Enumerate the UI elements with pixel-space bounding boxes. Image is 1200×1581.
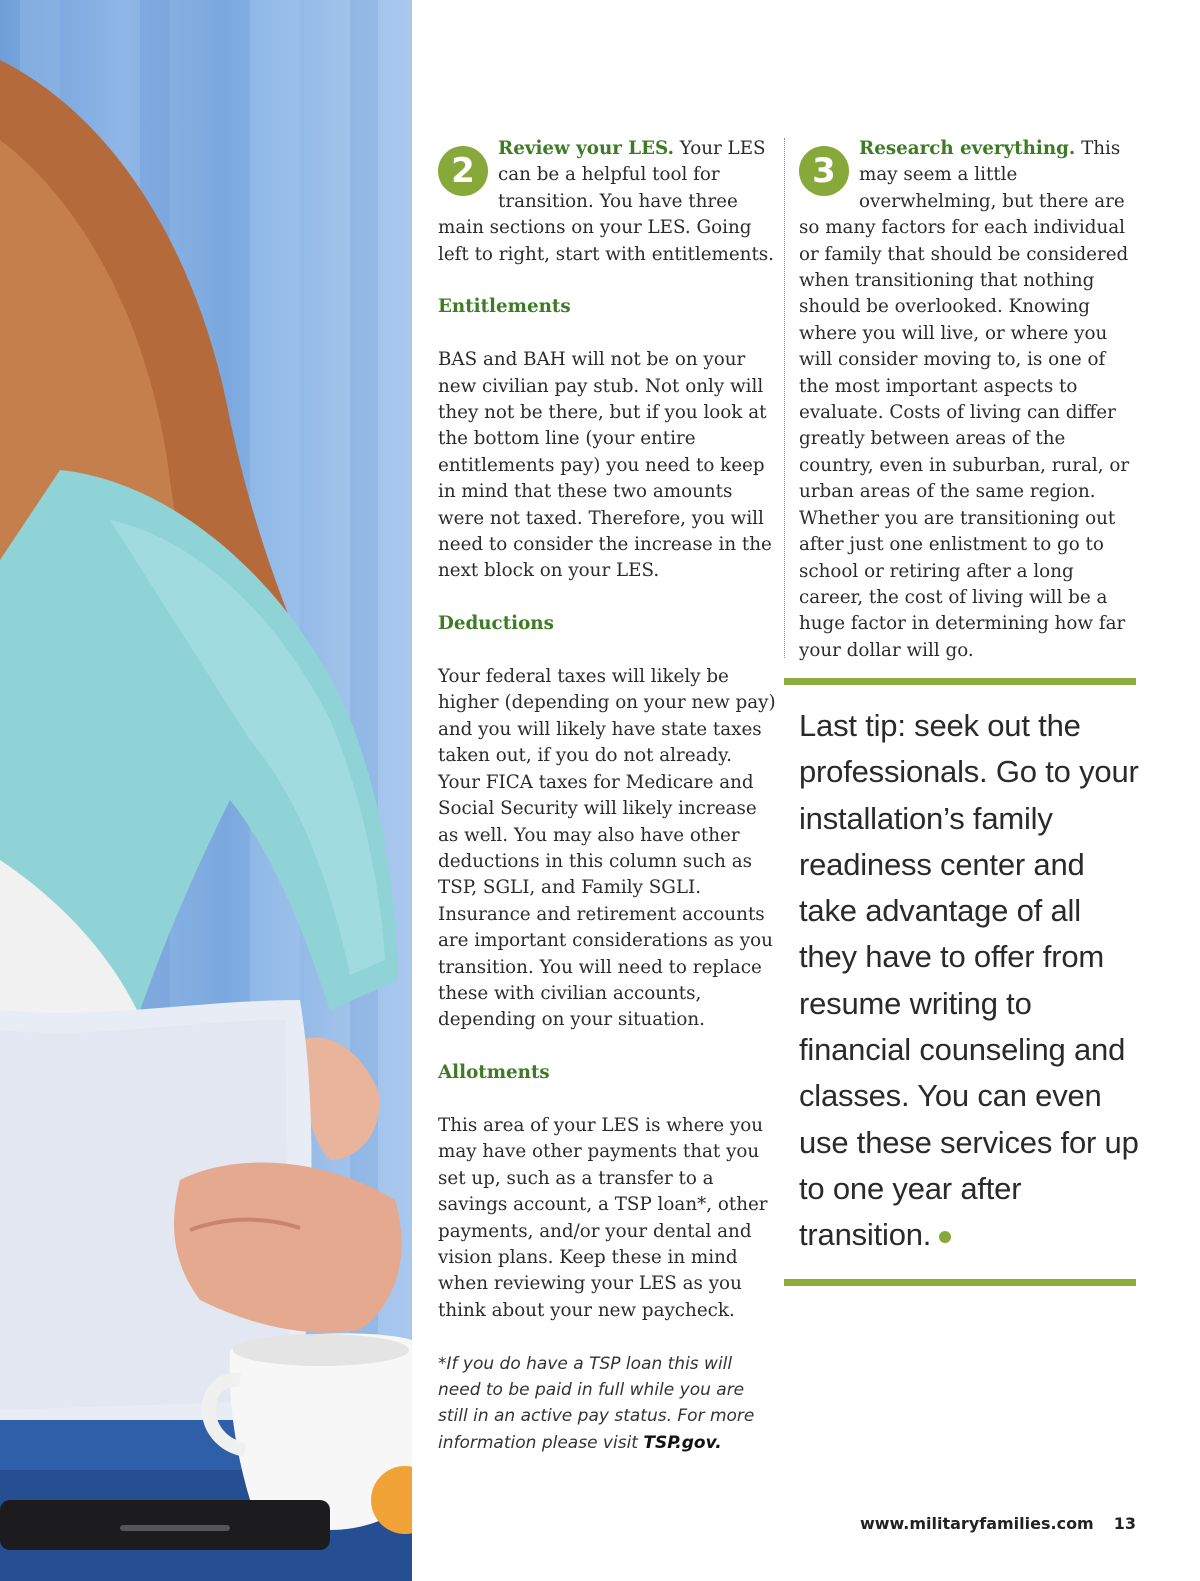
section-review-les	[438, 136, 778, 1456]
tip-rule-top	[784, 678, 1136, 685]
step-number-badge: 3	[799, 146, 849, 196]
entitlements-heading: Entitlements	[438, 296, 571, 318]
section-body	[799, 136, 1139, 664]
deductions-heading: Deductions	[438, 613, 554, 635]
section-intro	[438, 136, 778, 268]
page-number: 13	[1113, 1514, 1136, 1533]
deductions-body: Your federal taxes will likely be higher (depending on your new pay) and you will likely have state taxes taken out, if you do not already. Your FICA taxes for Medicare and Social Security will likely increase as well. You may also have other deductions in this column such as TSP, SGLI, and Family SGLI. Insurance and retirement accounts are important considerations as you transition. You will need to replace these with civilian accounts, depending on your situation.	[438, 666, 776, 1031]
tip-text: Last tip: seek out the professionals. Go to your installation’s family readiness center and take advantage of all they have to offer from resume writing to financial counseling and classes. You can even use these services for up to one year after transition.	[799, 708, 1139, 1253]
allotments-heading: Allotments	[438, 1062, 550, 1084]
tsp-link[interactable]: TSP.gov.	[643, 1432, 722, 1453]
section-intro-text: Your LES can be a helpful tool for transition. You have three main sections on your LES. Going left to right, start with entitlements.	[438, 138, 774, 265]
entitlements-body: BAS and BAH will not be on your new civilian pay stub. Not only will they not be there, but if you look at the bottom line (your entire entitlements pay) you need to keep in mind that these two amounts were not taxed. Therefore, you will need to consider the increase in the next block on your LES.	[438, 349, 772, 582]
footer-url[interactable]: www.militaryfamilies.com	[859, 1514, 1094, 1533]
section-lead: Review your LES.	[498, 138, 674, 159]
end-bullet-icon	[939, 1231, 951, 1243]
page-footer	[860, 1514, 1136, 1533]
tsp-footnote	[438, 1351, 778, 1457]
column-divider	[784, 138, 785, 658]
section-body-text: This may seem a little overwhelming, but there are so many factors for each individual or family that should be considered when transitioning that nothing should be overlooked. Knowing where you will live, or where you will consider moving to, is one of the most important aspects to evaluate. Costs of living can differ greatly between areas of the country, even in suburban, rural, or urban areas of the same region. Whether you are transitioning out after just one enlistment to go to school or retiring after a long career, the cost of living will be a huge factor in determining how far your dollar will go.	[799, 138, 1130, 661]
tsp-footnote-text: *If you do have a TSP loan this will need to be paid in full while you are still in an active pay status. For more information please visit	[438, 1353, 755, 1453]
section-research	[799, 136, 1139, 664]
hero-photo	[0, 0, 412, 1581]
photo-illustration	[0, 0, 412, 1581]
section-lead: Research everything.	[859, 138, 1076, 159]
step-number-badge: 2	[438, 146, 488, 196]
allotments-body: This area of your LES is where you may have other payments that you set up, such as a transfer to a savings account, a TSP loan*, other payments, and/or your dental and vision plans. Keep these in mind when reviewing your LES as you think about your new paycheck.	[438, 1114, 768, 1321]
last-tip-callout	[799, 703, 1144, 1259]
tip-rule-bottom	[784, 1279, 1136, 1286]
